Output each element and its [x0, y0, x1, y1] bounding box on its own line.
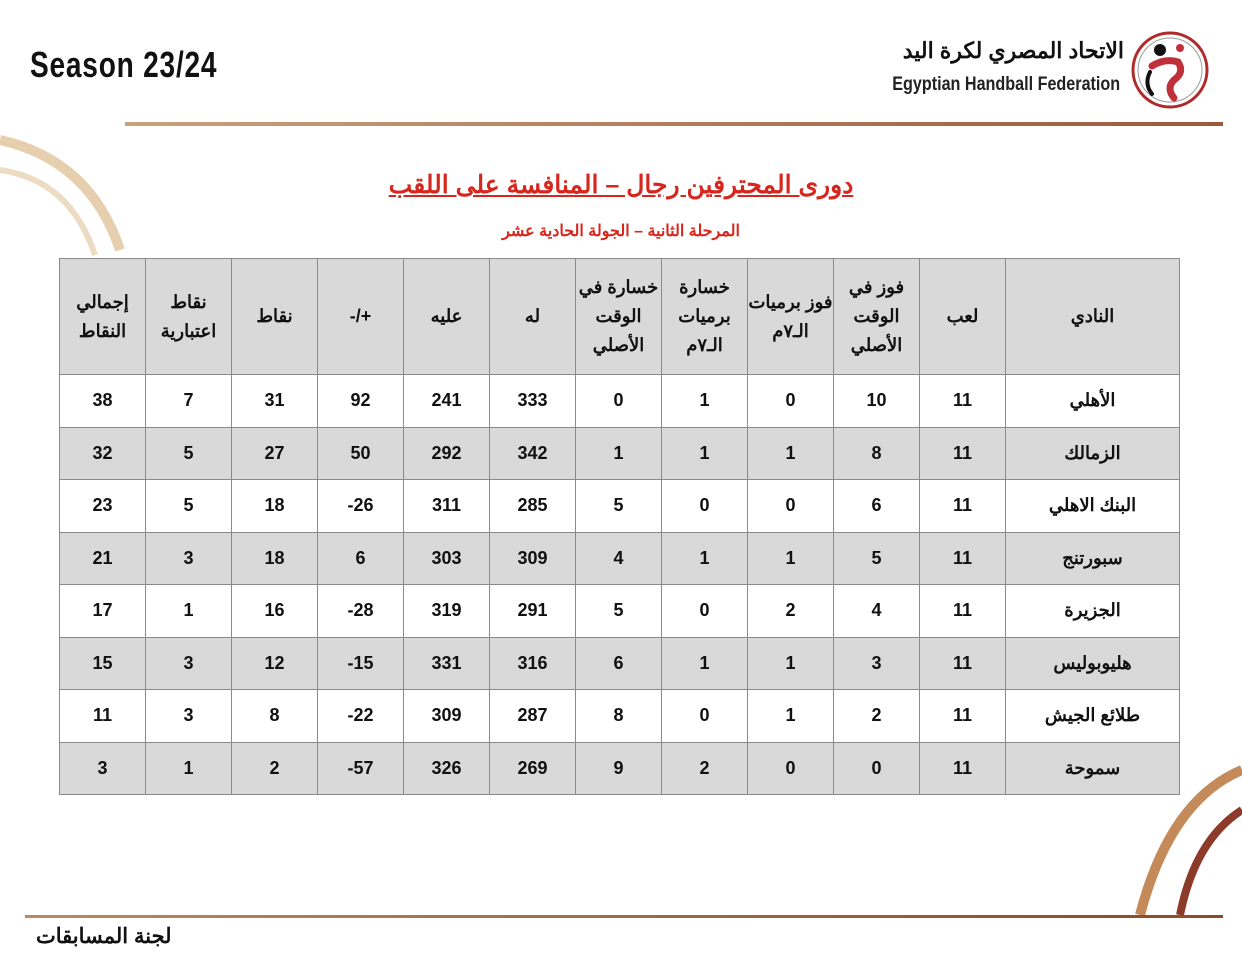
page-title: دورى المحترفين رجال – المنافسة على اللقب — [388, 171, 854, 199]
standings-table — [59, 258, 1180, 795]
stat-cell: 0 — [748, 742, 834, 795]
stat-cell: 5 — [576, 480, 662, 533]
club-name-cell: سموحة — [1006, 742, 1180, 795]
header-divider — [125, 122, 1223, 126]
stat-cell: 241 — [404, 375, 490, 428]
table-row — [60, 480, 1180, 533]
stat-cell: 11 — [920, 427, 1006, 480]
table-header-row — [60, 259, 1180, 375]
table-row — [60, 427, 1180, 480]
stat-cell: 8 — [834, 427, 920, 480]
stat-cell: 5 — [146, 480, 232, 533]
column-header: +/- — [318, 259, 404, 375]
stat-cell: 319 — [404, 585, 490, 638]
stat-cell: 291 — [490, 585, 576, 638]
footer-divider — [25, 915, 1223, 918]
stat-cell: 4 — [834, 585, 920, 638]
table-row — [60, 585, 1180, 638]
stat-cell: 333 — [490, 375, 576, 428]
stat-cell: 269 — [490, 742, 576, 795]
column-header: إجمالي النقاط — [60, 259, 146, 375]
stat-cell: 2 — [834, 690, 920, 743]
stat-cell: 0 — [662, 480, 748, 533]
stat-cell: 18 — [232, 532, 318, 585]
stat-cell: 23 — [60, 480, 146, 533]
committee-label: لجنة المسابقات — [36, 925, 172, 948]
club-name-cell: سبورتنج — [1006, 532, 1180, 585]
table-row — [60, 742, 1180, 795]
stat-cell: 11 — [920, 375, 1006, 428]
stat-cell: 4 — [576, 532, 662, 585]
stat-cell: 3 — [146, 690, 232, 743]
stat-cell: 18 — [232, 480, 318, 533]
stat-cell: 1 — [146, 585, 232, 638]
stat-cell: 38 — [60, 375, 146, 428]
column-header: لعب — [920, 259, 1006, 375]
stat-cell: 311 — [404, 480, 490, 533]
federation-name-en: Egyptian Handball Federation — [892, 74, 1120, 95]
stat-cell: 32 — [60, 427, 146, 480]
stat-cell: 285 — [490, 480, 576, 533]
stat-cell: 50 — [318, 427, 404, 480]
stat-cell: 5 — [834, 532, 920, 585]
table-row — [60, 532, 1180, 585]
stat-cell: 1 — [662, 637, 748, 690]
column-header: النادي — [1006, 259, 1180, 375]
stat-cell: 1 — [662, 532, 748, 585]
club-name-cell: الأهلي — [1006, 375, 1180, 428]
column-header: خسارة برميات الـ٧م — [662, 259, 748, 375]
column-header: عليه — [404, 259, 490, 375]
stat-cell: 0 — [576, 375, 662, 428]
stat-cell: 1 — [576, 427, 662, 480]
stat-cell: 3 — [60, 742, 146, 795]
table-row — [60, 690, 1180, 743]
stat-cell: 303 — [404, 532, 490, 585]
stat-cell: 326 — [404, 742, 490, 795]
stat-cell: 6 — [576, 637, 662, 690]
stat-cell: 11 — [60, 690, 146, 743]
stat-cell: 0 — [662, 690, 748, 743]
federation-name-ar: الاتحاد المصري لكرة اليد — [902, 38, 1124, 63]
stat-cell: 6 — [318, 532, 404, 585]
stat-cell: 9 — [576, 742, 662, 795]
stat-cell: 27 — [232, 427, 318, 480]
stat-cell: 92 — [318, 375, 404, 428]
stat-cell: 1 — [662, 375, 748, 428]
season-label: Season 23/24 — [30, 44, 218, 85]
stat-cell: 1 — [146, 742, 232, 795]
column-header: نقاط — [232, 259, 318, 375]
stat-cell: 0 — [834, 742, 920, 795]
stat-cell: 2 — [662, 742, 748, 795]
stat-cell: 1 — [748, 532, 834, 585]
stat-cell: -28 — [318, 585, 404, 638]
stat-cell: 11 — [920, 480, 1006, 533]
stat-cell: 331 — [404, 637, 490, 690]
stat-cell: 10 — [834, 375, 920, 428]
federation-logo-icon — [1130, 28, 1210, 112]
table-row — [60, 637, 1180, 690]
column-header: فوز في الوقت الأصلي — [834, 259, 920, 375]
stat-cell: 3 — [146, 637, 232, 690]
stat-cell: -22 — [318, 690, 404, 743]
column-header: له — [490, 259, 576, 375]
stat-cell: 21 — [60, 532, 146, 585]
stat-cell: 8 — [232, 690, 318, 743]
stat-cell: 11 — [920, 532, 1006, 585]
stat-cell: 12 — [232, 637, 318, 690]
stat-cell: 342 — [490, 427, 576, 480]
stat-cell: 309 — [490, 532, 576, 585]
stat-cell: 287 — [490, 690, 576, 743]
stat-cell: 0 — [662, 585, 748, 638]
stat-cell: 11 — [920, 742, 1006, 795]
stat-cell: 5 — [146, 427, 232, 480]
stat-cell: 7 — [146, 375, 232, 428]
stat-cell: 17 — [60, 585, 146, 638]
stat-cell: 2 — [232, 742, 318, 795]
stat-cell: 2 — [748, 585, 834, 638]
club-name-cell: هليوبوليس — [1006, 637, 1180, 690]
stat-cell: 0 — [748, 480, 834, 533]
stat-cell: 1 — [662, 427, 748, 480]
stat-cell: 1 — [748, 690, 834, 743]
stat-cell: 15 — [60, 637, 146, 690]
stat-cell: 6 — [834, 480, 920, 533]
stat-cell: 31 — [232, 375, 318, 428]
stat-cell: 8 — [576, 690, 662, 743]
club-name-cell: الجزيرة — [1006, 585, 1180, 638]
stat-cell: 3 — [146, 532, 232, 585]
stat-cell: 11 — [920, 690, 1006, 743]
column-header: فوز برميات الـ٧م — [748, 259, 834, 375]
stat-cell: 3 — [834, 637, 920, 690]
club-name-cell: الزمالك — [1006, 427, 1180, 480]
stat-cell: 292 — [404, 427, 490, 480]
stat-cell: -15 — [318, 637, 404, 690]
stat-cell: -26 — [318, 480, 404, 533]
club-name-cell: طلائع الجيش — [1006, 690, 1180, 743]
stat-cell: 11 — [920, 585, 1006, 638]
column-header: خسارة في الوقت الأصلي — [576, 259, 662, 375]
column-header: نقاط اعتبارية — [146, 259, 232, 375]
stat-cell: 0 — [748, 375, 834, 428]
club-name-cell: البنك الاهلي — [1006, 480, 1180, 533]
stat-cell: 16 — [232, 585, 318, 638]
page-subtitle: المرحلة الثانية – الجولة الحادية عشر — [502, 223, 740, 240]
stat-cell: 309 — [404, 690, 490, 743]
stat-cell: 1 — [748, 427, 834, 480]
stat-cell: 5 — [576, 585, 662, 638]
stat-cell: 316 — [490, 637, 576, 690]
table-row — [60, 375, 1180, 428]
stat-cell: -57 — [318, 742, 404, 795]
stat-cell: 11 — [920, 637, 1006, 690]
stat-cell: 1 — [748, 637, 834, 690]
